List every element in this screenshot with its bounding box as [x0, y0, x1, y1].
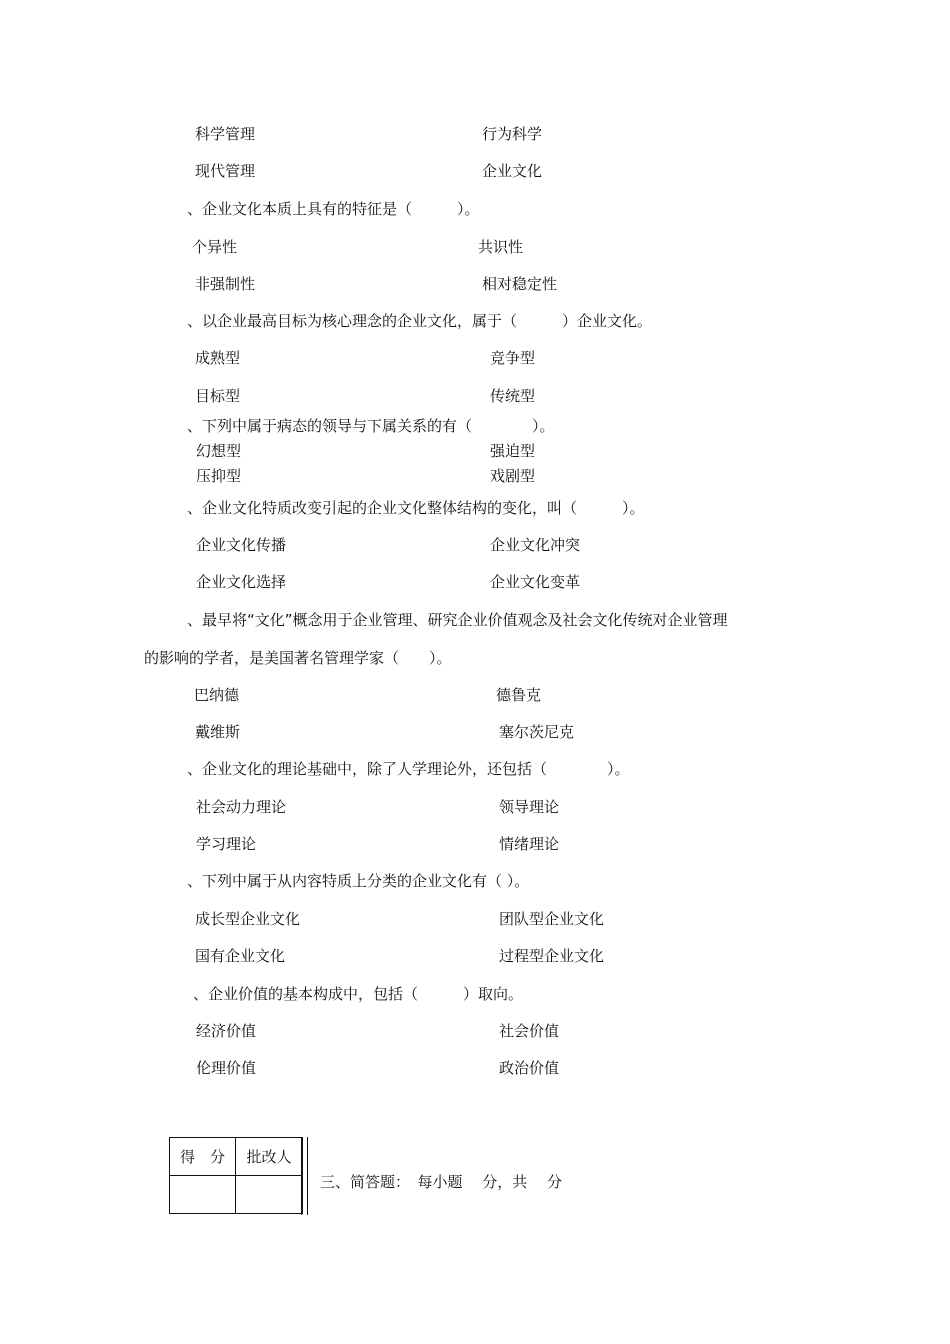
- option-a: 成长型企业文化: [195, 910, 301, 928]
- score-cell[interactable]: [170, 1176, 236, 1214]
- option-b: 企业文化冲突: [490, 536, 581, 554]
- option-b: 德鲁克: [496, 686, 542, 704]
- option-d: 企业文化变革: [490, 573, 581, 591]
- option-c: 非强制性: [195, 275, 256, 293]
- option-d: 传统型: [490, 387, 536, 405]
- question-stem-continued: 的影响的学者，是美国著名管理学家（ ）。: [144, 649, 452, 667]
- option-a: 科学管理: [195, 125, 256, 143]
- grader-cell[interactable]: [236, 1176, 303, 1214]
- option-a: 成熟型: [195, 349, 241, 367]
- option-c: 伦理价值: [196, 1059, 257, 1077]
- table-double-border: [301, 1137, 308, 1215]
- option-c: 学习理论: [196, 835, 257, 853]
- option-d: 过程型企业文化: [499, 947, 605, 965]
- option-c: 国有企业文化: [195, 947, 286, 965]
- option-d: 相对稳定性: [482, 275, 558, 293]
- option-c: 压抑型: [196, 467, 242, 485]
- option-a: 经济价值: [196, 1022, 257, 1040]
- score-header: 得 分: [170, 1138, 236, 1176]
- option-c: 现代管理: [195, 162, 256, 180]
- option-c: 企业文化选择: [196, 573, 287, 591]
- question-stem: 、下列中属于病态的领导与下属关系的有（ ）。: [187, 417, 555, 435]
- question-stem: 、企业文化的理论基础中，除了人学理论外，还包括（ ）。: [187, 760, 630, 778]
- section-heading: 三、简答题： 每小题 分，共 分: [320, 1173, 563, 1191]
- option-b: 行为科学: [482, 125, 543, 143]
- question-stem: 、企业文化本质上具有的特征是（ ）。: [187, 200, 480, 218]
- option-d: 企业文化: [482, 162, 543, 180]
- option-d: 情绪理论: [499, 835, 560, 853]
- option-b: 共识性: [478, 238, 524, 256]
- option-c: 目标型: [195, 387, 241, 405]
- question-stem: 、企业文化特质改变引起的企业文化整体结构的变化，叫（ ）。: [187, 499, 645, 517]
- option-b: 强迫型: [490, 442, 536, 460]
- option-a: 幻想型: [196, 442, 242, 460]
- score-table: [169, 1137, 303, 1214]
- option-a: 社会动力理论: [196, 798, 287, 816]
- option-b: 竞争型: [490, 349, 536, 367]
- option-b: 社会价值: [499, 1022, 560, 1040]
- option-d: 戏剧型: [490, 467, 536, 485]
- option-b: 团队型企业文化: [499, 910, 605, 928]
- option-a: 巴纳德: [194, 686, 240, 704]
- option-d: 塞尔茨尼克: [499, 723, 575, 741]
- question-stem: 、最早将“文化”概念用于企业管理、研究企业价值观念及社会文化传统对企业管理: [187, 611, 728, 629]
- option-a: 企业文化传播: [196, 536, 287, 554]
- question-stem: 、企业价值的基本构成中，包括（ ）取向。: [193, 985, 524, 1003]
- option-d: 政治价值: [499, 1059, 560, 1077]
- grader-header: 批改人: [236, 1138, 303, 1176]
- option-c: 戴维斯: [195, 723, 241, 741]
- option-b: 领导理论: [499, 798, 560, 816]
- option-a: 个异性: [192, 238, 238, 256]
- question-stem: 、以企业最高目标为核心理念的企业文化，属于（ ）企业文化。: [187, 312, 653, 330]
- question-stem: 、下列中属于从内容特质上分类的企业文化有（ ）。: [187, 872, 530, 890]
